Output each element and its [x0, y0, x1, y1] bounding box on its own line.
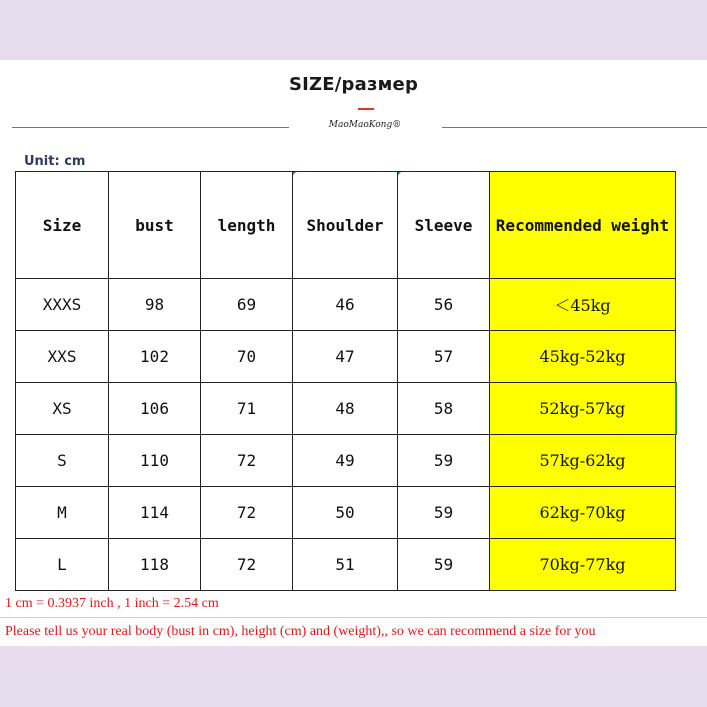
cell-length: 69 [201, 279, 293, 331]
size-request-note: Please tell us your real body (bust in cm), height (cm) and (weight),, so we can recommend a size for you [5, 624, 596, 639]
brand-logo: MaoMaoKong® [328, 120, 402, 130]
cell-shoulder: 46 [293, 279, 398, 331]
unit-label: Unit: cm [24, 154, 86, 169]
cell-bust: 118 [109, 539, 201, 591]
cell-size: L [16, 539, 109, 591]
cell-sleeve: 59 [398, 539, 490, 591]
cell-shoulder: 48 [293, 383, 398, 435]
page-title: SIZE/размер [288, 74, 419, 95]
cell-sleeve: 59 [398, 487, 490, 539]
cell-shoulder: 50 [293, 487, 398, 539]
size-table [15, 171, 677, 591]
divider-left [12, 127, 289, 128]
header-sleeve: Sleeve [398, 172, 490, 279]
table-row [16, 279, 676, 331]
cell-sleeve: 57 [398, 331, 490, 383]
cell-size: M [16, 487, 109, 539]
cell-size: XXS [16, 331, 109, 383]
cell-weight: 62kg-70kg [490, 487, 676, 539]
cell-shoulder: 51 [293, 539, 398, 591]
header-recommended-weight: Recommended weight [490, 172, 676, 279]
table-row [16, 539, 676, 591]
cell-shoulder: 47 [293, 331, 398, 383]
cell-length: 72 [201, 487, 293, 539]
cell-bust: 114 [109, 487, 201, 539]
cell-weight: 45kg-52kg [490, 331, 676, 383]
cell-bust: 102 [109, 331, 201, 383]
cell-sleeve: 58 [398, 383, 490, 435]
table-header-row [16, 172, 676, 279]
header-shoulder: Shoulder [293, 172, 398, 279]
cell-sleeve: 59 [398, 435, 490, 487]
divider-right [442, 127, 707, 128]
cell-length: 72 [201, 435, 293, 487]
cell-size: XS [16, 383, 109, 435]
cell-bust: 110 [109, 435, 201, 487]
table-row [16, 331, 676, 383]
cell-weight: 70kg-77kg [490, 539, 676, 591]
cell-weight: 52kg-57kg [490, 383, 676, 435]
size-chart-card [0, 60, 707, 646]
table-row [16, 487, 676, 539]
cell-size: XXXS [16, 279, 109, 331]
cell-sleeve: 56 [398, 279, 490, 331]
header-length: length [201, 172, 293, 279]
conversion-note: 1 cm = 0.3937 inch , 1 inch = 2.54 cm [5, 596, 219, 611]
cell-bust: 106 [109, 383, 201, 435]
cell-weight: ＜45kg [490, 279, 676, 331]
cell-length: 72 [201, 539, 293, 591]
cell-bust: 98 [109, 279, 201, 331]
header-size: Size [16, 172, 109, 279]
table-row [16, 383, 676, 435]
table-row [16, 435, 676, 487]
note-separator [0, 617, 707, 618]
cell-size: S [16, 435, 109, 487]
cell-length: 70 [201, 331, 293, 383]
cell-shoulder: 49 [293, 435, 398, 487]
header-bust: bust [109, 172, 201, 279]
cell-length: 71 [201, 383, 293, 435]
cell-weight: 57kg-62kg [490, 435, 676, 487]
title-underline [358, 108, 374, 110]
